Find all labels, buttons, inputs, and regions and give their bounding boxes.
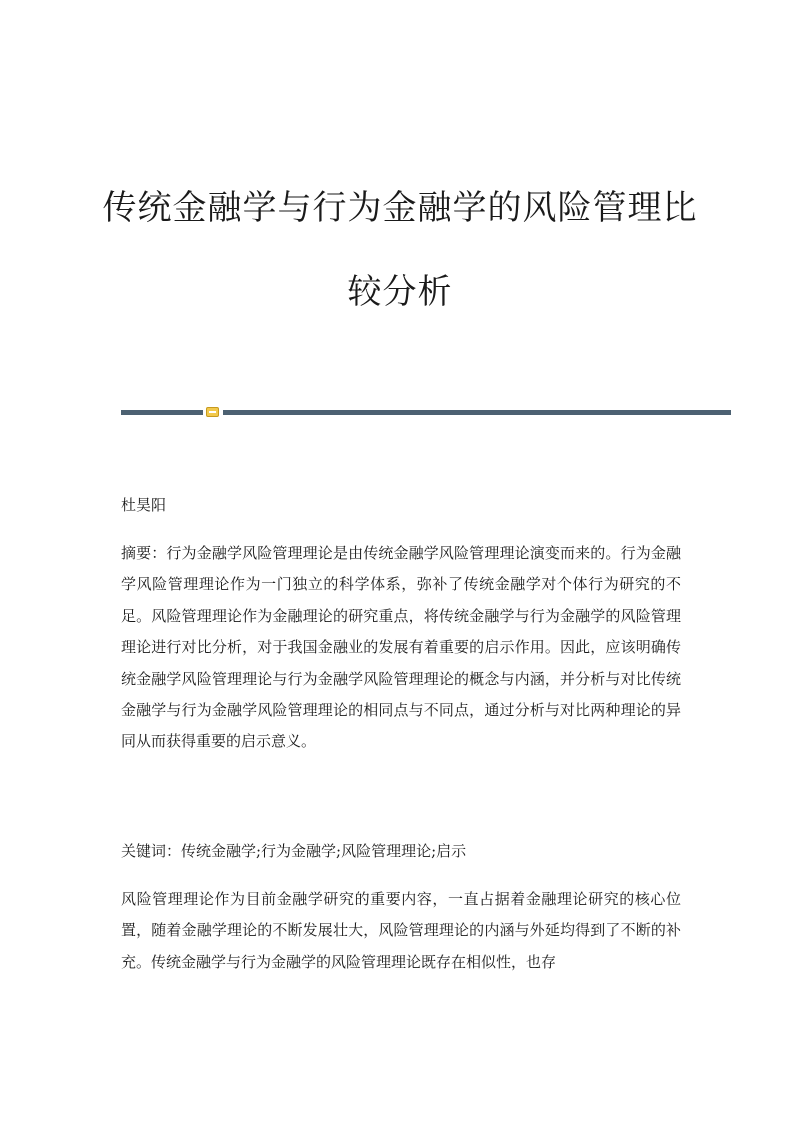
body-paragraph: 风险管理理论作为目前金融学研究的重要内容，一直占据着金融理论研究的核心位置，随着金融学理论的不断发展壮大，风险管理理论的内涵与外延均得到了不断的补充。传统金融学与行为金融学的风险管理理论既存在相似性，也存 — [121, 890, 681, 971]
abstract-paragraph: 摘要：行为金融学风险管理理论是由传统金融学风险管理理论演变而来的。行为金融学风险管理理论作为一门独立的科学体系，弥补了传统金融学对个体行为研究的不足。风险管理理论作为金融理论的研究重点，将传统金融学与行为金融学的风险管理理论进行对比分析，对于我国金融业的发展有着重要的启示作用。因此，应该明确传统金融学风险管理理论与行为金融学风险管理理论的概念与内涵，并分析与对比传统金融学与行为金融学风险管理理论的相同点与不同点，通过分析与对比两种理论的异同从而获得重要的启示意义。 — [121, 544, 681, 751]
title-divider — [121, 407, 731, 417]
divider-emblem-icon — [206, 407, 219, 417]
document-title-line-1: 传统金融学与行为金融学的风险管理比 — [102, 188, 698, 228]
divider-bar-left — [121, 410, 203, 415]
keywords-line: 关键词：传统金融学;行为金融学;风险管理理论;启示 — [121, 842, 467, 860]
divider-bar-right — [223, 410, 731, 415]
document-title-line-2: 较分析 — [347, 272, 453, 312]
author-name: 杜昊阳 — [121, 496, 167, 514]
